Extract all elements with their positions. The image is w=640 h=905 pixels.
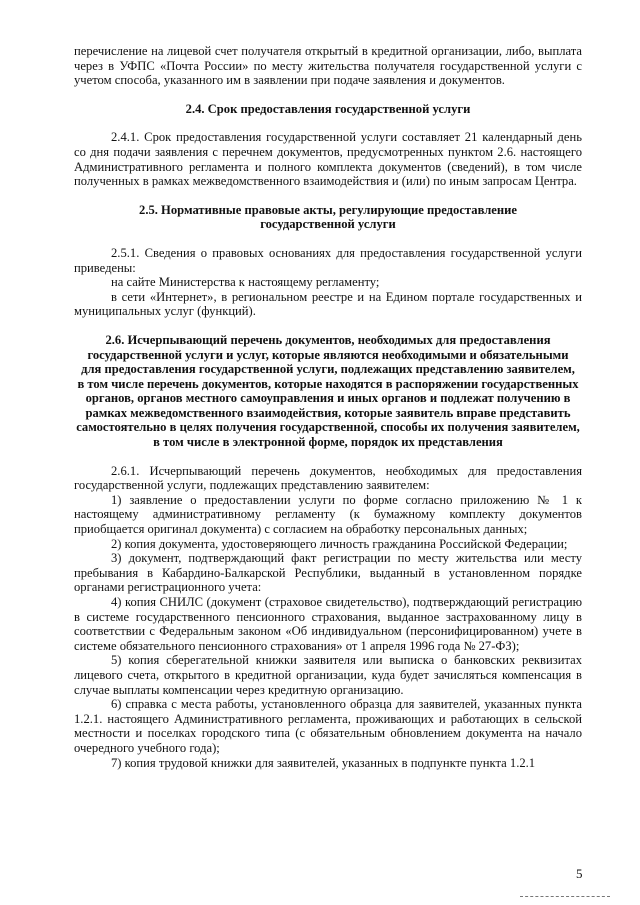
paragraph-ministry-site: на сайте Министерства к настоящему регламенту; bbox=[111, 275, 380, 290]
heading-2-4: 2.4. Срок предоставления государственной услуги bbox=[185, 101, 471, 116]
list-item-employment-record: 7) копия трудовой книжки для заявителей, указанных в подпункте пункта 1.2.1 bbox=[111, 755, 536, 770]
list-item-snils: 4) копия СНИЛС (документ (страховое свидетельство), подтверждающий регистрацию в системе государственного пенсионного страхования, выданное застрахованному лицу в соответствии с Федеральным законом «Об индивидуальном (персонифицированном) учете в системе обязательного пенсионного страхования» от 1 апреля 1996 года № 27-ФЗ); bbox=[74, 595, 582, 653]
heading-2-6-line: органов, органов местного самоуправления и иных органов и подлежат получению в bbox=[85, 391, 571, 406]
footer-divider bbox=[520, 896, 610, 897]
list-item-application: 1) заявление о предоставлении услуги по форме согласно приложению № 1 к настоящему административному регламенту (к бумажному комплекту документов приобщается оригинал документа) с согласием на обработку персональных данных; bbox=[74, 492, 582, 537]
paragraph-2-4-1: 2.4.1. Срок предоставления государственной услуги составляет 21 календарный день со дня подачи заявления с перечнем документов, предусмотренных пунктом 2.6. настоящего Административного регламента и полного комплекта документов (сведений), в том числе полученных в рамках межведомственного взаимодействия и (или) по иным запросам Центра. bbox=[74, 130, 582, 189]
heading-2-6-line: в том числе перечень документов, которые находятся в распоряжении государственных bbox=[77, 376, 579, 391]
paragraph-internet-portal: в сети «Интернет», в региональном реестре и на Едином портале государственных и муниципальных услуг (функций). bbox=[74, 289, 582, 319]
heading-2-5-line-2: государственной услуги bbox=[260, 217, 396, 232]
heading-2-5 bbox=[74, 203, 582, 232]
heading-2-5-line-1: 2.5. Нормативные правовые акты, регулирующие предоставление bbox=[139, 202, 517, 217]
list-item-savings-book: 5) копия сберегательной книжки заявителя или выписка о банковских реквизитах лицевого счета, открытого в кредитной организации, куда будет зачисляться компенсация в случае выплаты компенсации через кредитную организацию. bbox=[74, 653, 582, 697]
paragraph-2-6-1: 2.6.1. Исчерпывающий перечень документов, необходимых для предоставления государственной услуги, подлежащих представлению заявителем: bbox=[74, 463, 582, 493]
heading-2-6 bbox=[74, 333, 582, 450]
heading-2-6-line: в том числе в электронной форме, порядок их представления bbox=[153, 435, 503, 450]
heading-2-6-line: для предоставления государственной услуги, подлежащих представлению заявителем, bbox=[81, 362, 575, 377]
paragraph-payment-methods: перечисление на лицевой счет получателя открытый в кредитной организации, либо, выплата через в УФПС «Почта России» по месту жительства получателя государственной услуги с учетом способа, указанного им в заявлении при подаче заявления и документов. bbox=[74, 44, 582, 88]
list-item-passport: 2) копия документа, удостоверяющего личность гражданина Российской Федерации; bbox=[111, 536, 568, 551]
page-content bbox=[74, 44, 582, 770]
list-item-work-certificate: 6) справка с места работы, установленного образца для заявителей, указанных пункта 1.2.1. настоящего Административного регламента, проживающих и работающих в сельской местности и поселках городского типа (с обязательным обновлением документа на начало очередного учебного года); bbox=[74, 697, 582, 755]
list-item-registration: 3) документ, подтверждающий факт регистрации по месту жительства или месту пребывания в Кабардино-Балкарской Республики, выданный в установленном порядке органами регистрационного учета: bbox=[74, 551, 582, 595]
heading-2-6-line: государственной услуги и услуг, которые являются необходимыми и обязательными bbox=[87, 347, 569, 362]
heading-2-6-line: рамках межведомственного взаимодействия, которые заявитель вправе представить bbox=[85, 405, 571, 420]
page-number: 5 bbox=[576, 866, 583, 881]
heading-2-6-line: самостоятельно в целях получения государственной, способы их получения заявителем, bbox=[76, 420, 580, 435]
heading-2-6-line: 2.6. Исчерпывающий перечень документов, необходимых для предоставления bbox=[105, 332, 551, 347]
paragraph-2-5-1: 2.5.1. Сведения о правовых основаниях для предоставления государственной услуги приведены: bbox=[74, 245, 582, 275]
